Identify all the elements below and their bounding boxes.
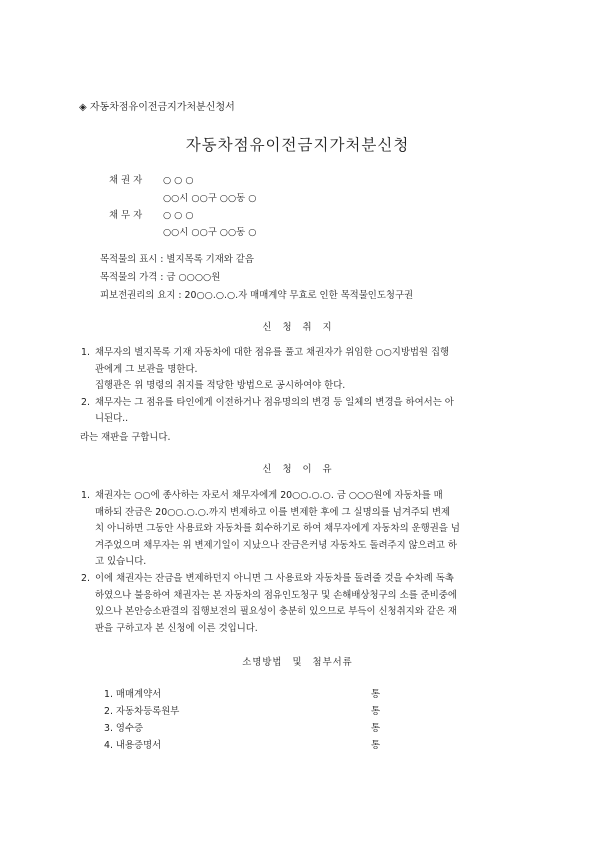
creditor-row xyxy=(109,172,194,186)
purpose-item-2-line-1: 2. 채무자는 그 점유를 타인에게 이전하거나 점유명의의 변경 등 일체의 변경을 하여서는 아 xyxy=(81,396,454,408)
object-display: 목적물의 표시 : 별지목록 기재와 같음 xyxy=(100,254,254,265)
debtor-label: 채무자 xyxy=(109,210,146,221)
reason-item-1-line-5: 고 있습니다. xyxy=(95,556,147,568)
object-value: 목적물의 가격 : 금 ○○○○원 xyxy=(100,272,221,283)
reason-item-2-line-2: 하였으나 불응하여 채권자는 본 자동차의 점유인도청구 및 손해배상청구의 소를 준비중에 xyxy=(95,589,457,601)
attachment-item-1-count: 통 xyxy=(371,689,381,700)
purpose-closing: 라는 재판을 구합니다. xyxy=(80,432,171,443)
section-evidence-heading: 소명방법 및 첨부서류 xyxy=(242,657,353,668)
reason-item-2-line-4: 판을 구하고자 본 신청에 이른 것입니다. xyxy=(95,622,258,634)
reason-item-1-line-3: 치 아니하면 그동안 사용료와 자동차를 회수하기로 하여 채무자에게 자동차의 운행권을 넘 xyxy=(95,523,460,535)
reason-item-1-line-4: 겨주었으며 채무자는 위 변제기일이 지났으나 잔금은커녕 자동차도 돌려주지 않으려고 하 xyxy=(95,539,457,551)
doc-header xyxy=(79,98,235,113)
reason-item-2-line-1: 2. 이에 채권자는 잔금을 변제하던지 아니면 그 사용료와 자동차를 돌려줄 것을 수차례 독촉 xyxy=(81,572,454,584)
section-reason-heading: 신 청 이 유 xyxy=(262,464,333,475)
attachment-item-4: 4. 내용증명서 xyxy=(104,740,162,751)
attachment-item-4-count: 통 xyxy=(371,740,381,751)
attachment-item-3: 3. 영수증 xyxy=(104,723,144,734)
purpose-item-1-line-1: 1. 채무자의 별지목록 기재 자동차에 대한 점유를 풀고 채권자가 위임한 ○○지방법원 집행 xyxy=(81,347,450,358)
preserved-right: 피보전권리의 요지 : 20○○.○.○.자 매매계약 무효로 인한 목적물인도청구권 xyxy=(100,290,414,301)
debtor-row xyxy=(109,207,194,221)
creditor-name: ○ ○ ○ xyxy=(163,175,194,186)
creditor-label: 채권자 xyxy=(109,175,146,186)
reason-item-1-line-2: 매하되 잔금은 20○○.○.○.까지 변제하고 이를 변제한 후에 그 실명의를 넘겨주되 변제 xyxy=(95,506,451,518)
section-purpose-heading: 신 청 취 지 xyxy=(262,322,333,333)
attachment-item-2-count: 통 xyxy=(371,706,381,717)
reason-item-1-line-1: 1. 채권자는 ○○에 종사하는 자로서 채무자에게 20○○.○.○. 금 ○○○원에 자동차를 매 xyxy=(81,490,443,501)
attachment-item-2: 2. 자동차등록원부 xyxy=(104,706,180,717)
creditor-address: ○○시 ○○구 ○○동 ○ xyxy=(163,193,257,204)
debtor-address: ○○시 ○○구 ○○동 ○ xyxy=(163,227,257,238)
purpose-item-1-line-3: 집행관은 위 명령의 취지를 적당한 방법으로 공시하여야 한다. xyxy=(95,380,346,392)
page-title: 자동차점유이전금지가처분신청 xyxy=(185,136,410,154)
purpose-body xyxy=(81,345,517,428)
diamond-bullet-icon: ◈ xyxy=(79,102,87,113)
debtor-name: ○ ○ ○ xyxy=(163,210,194,221)
reason-body xyxy=(81,488,517,637)
attachment-item-1: 1. 매매계약서 xyxy=(104,689,162,700)
header-text: 자동차점유이전금지가처분신청서 xyxy=(89,102,235,113)
purpose-item-2-line-2: 니된다.. xyxy=(95,413,129,425)
purpose-item-1-line-2: 관에게 그 보관을 명한다. xyxy=(95,363,198,375)
attachment-item-3-count: 통 xyxy=(371,723,381,734)
reason-item-2-line-3: 있으나 본안승소판결의 집행보전의 필요성이 충분히 있으므로 부득이 신청취지와 같은 재 xyxy=(95,606,457,618)
